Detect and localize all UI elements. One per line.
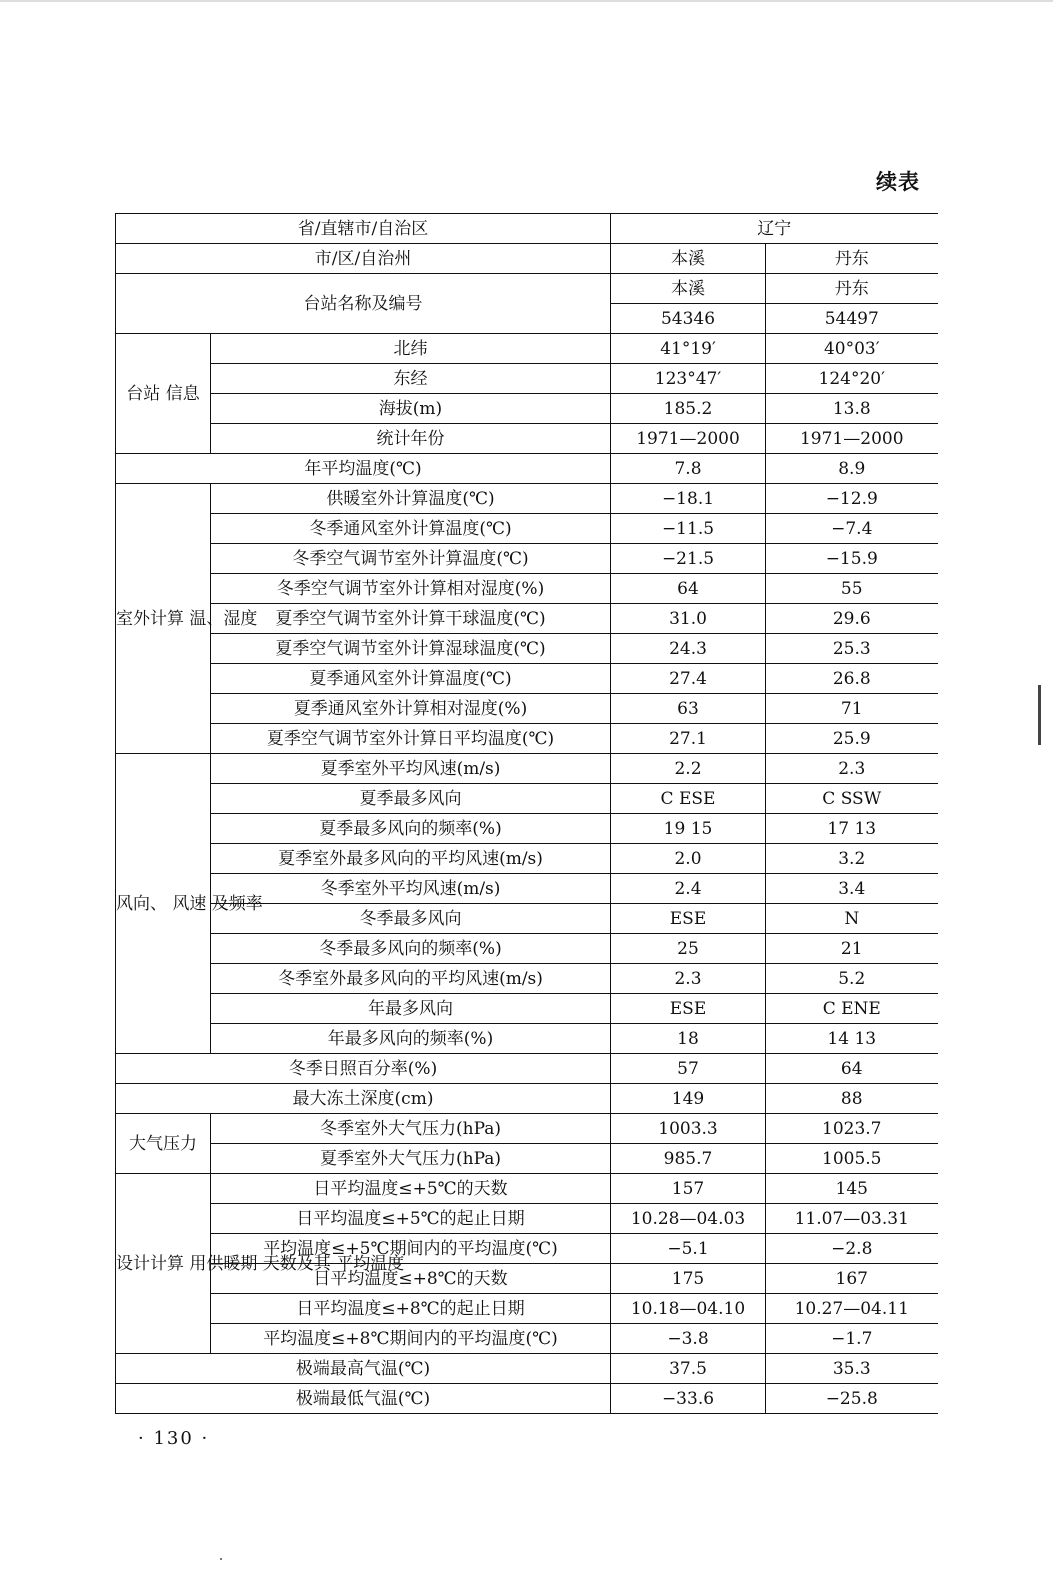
table-row [116,784,938,814]
cell-value: 2.3 [766,754,938,784]
row-label: 夏季空气调节室外计算干球温度(℃) [211,604,611,634]
cell-value: 1005.5 [766,1144,938,1174]
cell-value: 19 15 [611,814,766,844]
cell-value: 3.4 [766,874,938,904]
row-label: 夏季通风室外计算相对湿度(%) [211,694,611,724]
table-row [116,1144,938,1174]
cell-value: 2.2 [611,754,766,784]
table-row [116,964,938,994]
table-row [116,1114,938,1144]
cell-value: 157 [611,1174,766,1204]
row-label: 北纬 [211,334,611,364]
row-label: 平均温度≤+5℃期间内的平均温度(℃) [211,1234,611,1264]
continued-label: 续表 [876,170,920,194]
table-row [116,244,938,274]
cell-value: −7.4 [766,514,938,544]
cell-value: ESE [611,904,766,934]
table-row [116,574,938,604]
table-row [116,1054,938,1084]
table-row [116,334,938,364]
cell-value: C SSW [766,784,938,814]
row-label: 夏季室外最多风向的平均风速(m/s) [211,844,611,874]
cell-value: 2.3 [611,964,766,994]
scan-speck [220,1558,222,1560]
cell-value: 57 [611,1054,766,1084]
cell-value: 21 [766,934,938,964]
page-number: · 130 · [138,1428,210,1449]
province-value: 辽宁 [611,214,938,244]
row-label: 供暖室外计算温度(℃) [211,484,611,514]
row-label: 日平均温度≤+8℃的起止日期 [211,1294,611,1324]
group-heating: 设计计算 用供暖期 天数及其 平均温度 [116,1174,211,1354]
city-name: 丹东 [766,244,938,274]
table-row [116,544,938,574]
table-row [116,754,938,784]
row-label: 冬季室外平均风速(m/s) [211,874,611,904]
cell-value: 14 13 [766,1024,938,1054]
table-row [116,1354,938,1384]
cell-value: 71 [766,694,938,724]
row-label: 冬季空气调节室外计算相对湿度(%) [211,574,611,604]
table-row [116,364,938,394]
cell-value: 124°20′ [766,364,938,394]
table-row [116,994,938,1024]
cell-value: 10.18—04.10 [611,1294,766,1324]
table-row [116,1294,938,1324]
table-row [116,664,938,694]
cell-value: 26.8 [766,664,938,694]
province-label: 省/直辖市/自治区 [116,214,611,244]
row-label: 夏季通风室外计算温度(℃) [211,664,611,694]
table-row [116,634,938,664]
cell-value: −21.5 [611,544,766,574]
row-label: 夏季空气调节室外计算日平均温度(℃) [211,724,611,754]
cell-value: 10.28—04.03 [611,1204,766,1234]
row-label: 年平均温度(℃) [116,454,611,484]
cell-value: 1023.7 [766,1114,938,1144]
cell-value: 11.07—03.31 [766,1204,938,1234]
row-label: 冬季日照百分率(%) [116,1054,611,1084]
cell-value: 41°19′ [611,334,766,364]
table-row [116,1084,938,1114]
cell-value: 18 [611,1024,766,1054]
row-label: 最大冻土深度(cm) [116,1084,611,1114]
table-row [116,514,938,544]
cell-value: 145 [766,1174,938,1204]
cell-value: −12.9 [766,484,938,514]
row-label: 冬季最多风向的频率(%) [211,934,611,964]
cell-value: 185.2 [611,394,766,424]
row-label: 冬季空气调节室外计算温度(℃) [211,544,611,574]
station-label: 台站名称及编号 [116,274,611,334]
cell-value: −15.9 [766,544,938,574]
row-label: 夏季空气调节室外计算湿球温度(℃) [211,634,611,664]
cell-value: −2.8 [766,1234,938,1264]
station-name: 丹东 [766,274,938,304]
table-row [116,1174,938,1204]
cell-value: 63 [611,694,766,724]
table-row [116,484,938,514]
cell-value: 64 [611,574,766,604]
station-name: 本溪 [611,274,766,304]
city-label: 市/区/自治州 [116,244,611,274]
cell-value: −33.6 [611,1384,766,1414]
row-label: 极端最高气温(℃) [116,1354,611,1384]
cell-value: 1971—2000 [766,424,938,454]
table-row [116,454,938,484]
cell-value: 40°03′ [766,334,938,364]
page-edge-mark [1038,685,1041,745]
cell-value: 5.2 [766,964,938,994]
cell-value: C ESE [611,784,766,814]
table-row [116,1204,938,1234]
table-row [116,1384,938,1414]
cell-value: 8.9 [766,454,938,484]
cell-value: 985.7 [611,1144,766,1174]
table-row [116,394,938,424]
cell-value: 88 [766,1084,938,1114]
table-row [116,814,938,844]
cell-value: −25.8 [766,1384,938,1414]
cell-value: 1971—2000 [611,424,766,454]
row-label: 夏季室外大气压力(hPa) [211,1144,611,1174]
table-row [116,934,938,964]
climate-table [115,213,938,1414]
row-label: 极端最低气温(℃) [116,1384,611,1414]
cell-value: 7.8 [611,454,766,484]
table-row [116,214,938,244]
cell-value: 55 [766,574,938,604]
row-label: 日平均温度≤+8℃的天数 [211,1264,611,1294]
row-label: 冬季最多风向 [211,904,611,934]
cell-value: 31.0 [611,604,766,634]
row-label: 日平均温度≤+5℃的起止日期 [211,1204,611,1234]
cell-value: 1003.3 [611,1114,766,1144]
row-label: 日平均温度≤+5℃的天数 [211,1174,611,1204]
cell-value: −11.5 [611,514,766,544]
cell-value: 175 [611,1264,766,1294]
group-station-info: 台站 信息 [116,334,211,454]
row-label: 年最多风向的频率(%) [211,1024,611,1054]
cell-value: 37.5 [611,1354,766,1384]
cell-value: −5.1 [611,1234,766,1264]
group-pressure: 大气压力 [116,1114,211,1174]
row-label: 夏季室外平均风速(m/s) [211,754,611,784]
cell-value: ESE [611,994,766,1024]
cell-value: 10.27—04.11 [766,1294,938,1324]
cell-value: 2.0 [611,844,766,874]
table-row [116,274,938,304]
cell-value: −1.7 [766,1324,938,1354]
table-row [116,424,938,454]
row-label: 统计年份 [211,424,611,454]
station-id: 54346 [611,304,766,334]
cell-value: −3.8 [611,1324,766,1354]
row-label: 冬季室外最多风向的平均风速(m/s) [211,964,611,994]
cell-value: 35.3 [766,1354,938,1384]
cell-value: 3.2 [766,844,938,874]
table-row [116,1024,938,1054]
cell-value: 27.4 [611,664,766,694]
cell-value: 149 [611,1084,766,1114]
table-row [116,1324,938,1354]
cell-value: 2.4 [611,874,766,904]
cell-value: 25.9 [766,724,938,754]
cell-value: 167 [766,1264,938,1294]
cell-value: 13.8 [766,394,938,424]
scan-edge [0,0,1053,2]
cell-value: 25.3 [766,634,938,664]
station-id: 54497 [766,304,938,334]
row-label: 平均温度≤+8℃期间内的平均温度(℃) [211,1324,611,1354]
table-row [116,724,938,754]
cell-value: 25 [611,934,766,964]
cell-value: 27.1 [611,724,766,754]
cell-value: 123°47′ [611,364,766,394]
table-row [116,694,938,724]
row-label: 年最多风向 [211,994,611,1024]
row-label: 夏季最多风向 [211,784,611,814]
cell-value: 64 [766,1054,938,1084]
cell-value: C ENE [766,994,938,1024]
cell-value: N [766,904,938,934]
cell-value: −18.1 [611,484,766,514]
cell-value: 24.3 [611,634,766,664]
cell-value: 29.6 [766,604,938,634]
row-label: 夏季最多风向的频率(%) [211,814,611,844]
row-label: 海拔(m) [211,394,611,424]
row-label: 冬季通风室外计算温度(℃) [211,514,611,544]
table-row [116,844,938,874]
row-label: 东经 [211,364,611,394]
row-label: 冬季室外大气压力(hPa) [211,1114,611,1144]
cell-value: 17 13 [766,814,938,844]
group-wind: 风向、 风速 及频率 [116,754,211,1054]
group-outdoor-temp: 室外计算 温、湿度 [116,484,211,754]
city-name: 本溪 [611,244,766,274]
